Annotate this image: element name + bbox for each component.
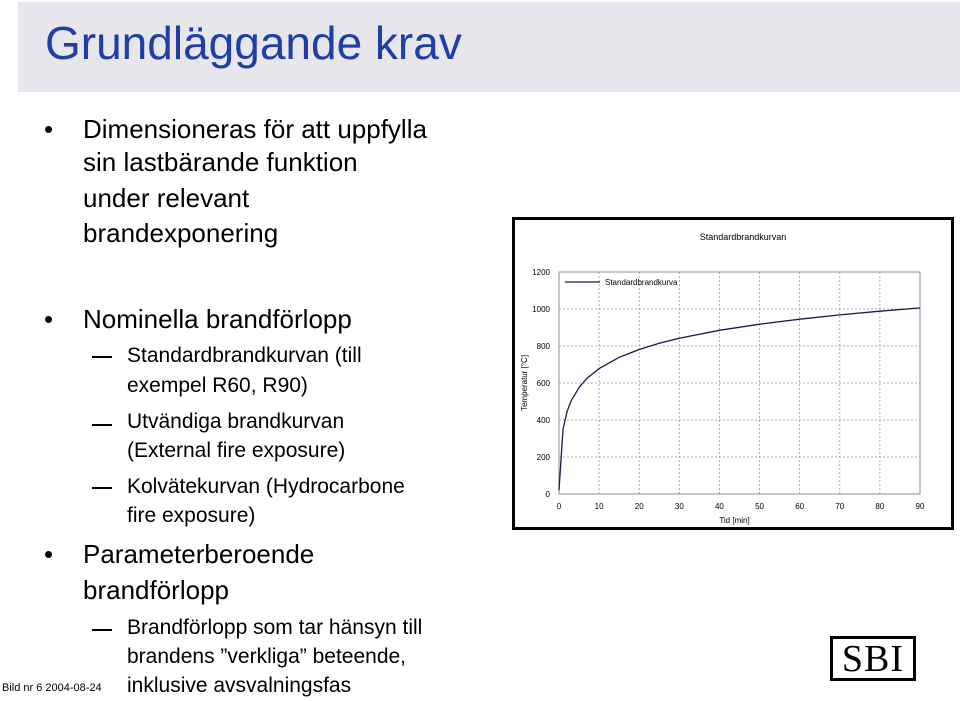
x-tick-label: 20	[634, 502, 644, 511]
sub-bullet-dash	[92, 487, 112, 489]
bullet-2-line-1: Nominella brandförlopp	[83, 304, 352, 334]
y-tick-label: 1200	[532, 268, 550, 277]
x-tick-label: 50	[755, 502, 765, 511]
standard-fire-curve-chart	[515, 220, 951, 527]
x-tick-label: 10	[594, 502, 604, 511]
x-tick-label: 0	[556, 502, 562, 511]
bullet-marker: •	[44, 114, 54, 144]
x-tick-label: 70	[835, 502, 845, 511]
y-tick-label: 400	[536, 416, 550, 425]
chart-title: Standardbrandkurvan	[699, 232, 787, 242]
y-tick-label: 800	[536, 342, 550, 351]
sub-bullet-3-line-2: fire exposure)	[127, 504, 256, 527]
bullet-1-line-1: Dimensioneras för att uppfylla	[83, 114, 427, 144]
slide-footer: Bild nr 6 2004-08-24	[2, 682, 102, 694]
x-tick-label: 80	[875, 502, 885, 511]
bullet-1-line-2: sin lastbärande funktion	[83, 147, 358, 177]
sub-bullet-dash	[92, 629, 112, 631]
y-tick-label: 1000	[532, 305, 550, 314]
sub-bullet-1-line-1: Standardbrandkurvan (till	[127, 344, 362, 367]
bullet-1-line-4: brandexponering	[83, 218, 279, 248]
sub-bullet-4-line-3: inklusive avsvalningsfas	[127, 674, 352, 697]
sub-bullet-1-line-2: exempel R60, R90)	[127, 374, 308, 397]
legend-label: Standardbrandkurva	[605, 278, 678, 287]
y-tick-label: 200	[536, 453, 550, 462]
sbi-logo-text: SBI	[841, 638, 905, 680]
sub-bullet-2-line-1: Utvändiga brandkurvan	[127, 410, 345, 433]
bullet-1-line-3: under relevant	[83, 183, 250, 213]
bullet-3-line-2: brandförlopp	[83, 575, 229, 605]
sub-bullet-2-line-2: (External fire exposure)	[127, 439, 346, 462]
y-tick-label: 600	[536, 379, 550, 388]
x-tick-label: 30	[674, 502, 684, 511]
bullet-marker: •	[44, 539, 54, 569]
x-tick-label: 60	[795, 502, 805, 511]
slide-title: Grundläggande krav	[45, 17, 462, 69]
sub-bullet-dash	[92, 424, 112, 426]
x-tick-label: 40	[714, 502, 724, 511]
y-axis-label: Temperatur [°C]	[520, 354, 529, 412]
x-axis-label: Tid [min]	[719, 516, 750, 525]
sub-bullet-dash	[92, 356, 112, 358]
sub-bullet-4-line-2: brandens ”verkliga” beteende,	[127, 645, 407, 668]
x-tick-label: 90	[915, 502, 925, 511]
y-tick-label: 0	[545, 490, 550, 499]
chart-frame	[512, 217, 954, 530]
bullet-marker: •	[44, 304, 54, 334]
sub-bullet-3-line-1: Kolvätekurvan (Hydrocarbone	[127, 475, 405, 498]
sub-bullet-4-line-1: Brandförlopp som tar hänsyn till	[127, 616, 423, 639]
sbi-logo	[830, 636, 916, 681]
bullet-3-line-1: Parameterberoende	[83, 539, 315, 569]
